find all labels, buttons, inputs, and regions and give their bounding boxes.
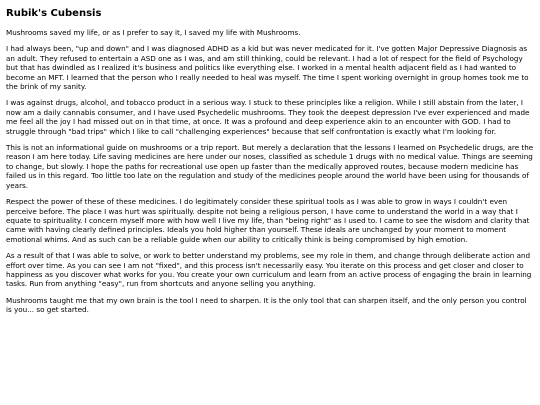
page-title: Rubik's Cubensis (6, 8, 102, 19)
paragraph-experience: I was against drugs, alcohol, and tobacco product in a serious way. I stuck to these principles like a religion. While I still abstain from the later, I now am a daily cannabis consumer, and I have used Psychedelic mushrooms. They took the deepest depression I've ever experienced and made me feel all the joy I had missed out on in that time, at once. It was a profound and deep experience akin to an encounter with GOD. I had to struggle through "bad trips" which I like to call "challenging experiences" because that self confrontation is exactly what I'm looking for. (6, 98, 530, 136)
paragraph-result: As a result of that I was able to solve, or work to better understand my problems, see my role in them, and change through deliberate action and effort over time. As you can see I am not "fixed", and this process isn't necessarily easy. You iterate on this process and get closer and closer to happiness as you discover what works for you. You create your own curriculum and learn from an active process of engaging the brain in learning tasks. Run from anything "easy", run from shortcuts and anyone selling you anything. (6, 251, 532, 289)
paragraph-background: I had always been, "up and down" and I was diagnosed ADHD as a kid but was never medicated for it. I've gotten Major Depressive Diagnosis as an adult. They refused to entertain a ASD one as I was, and am still thinking, could be relevant. I had a lot of respect for the field of Psychology but that has dwindled as I realized it's business and politics like everything else. I worked in a mental health adjacent field as I had wanted to become an MFT. I learned that the person who I really needed to heal was myself. The time I spent working overnight in group homes took me to the brink of my sanity. (6, 44, 529, 92)
paragraph-intro: Mushrooms saved my life, or as I prefer to say it, I saved my life with Mushrooms. (6, 28, 301, 37)
paragraph-conclusion: Mushrooms taught me that my own brain is the tool I need to sharpen. It is the only tool that can sharpen itself, and the only person you control is you... so get started. (6, 295, 527, 315)
paragraph-respect: Respect the power of these of these medicines. I do legitimately consider these spiritual tools as I was able to grow in ways I couldn't even perceive before. The place I was hurt was spiritually. despite not being a religious person, I have come to understand the world in a way that I equate to spirituality. I concern myself more with how well I live my life, than "being right" as I used to. I came to see the wisdom and clarity that came with having clearly defined principles. Ideals you hold higher than yourself. These ideals are unchanged by your moment to moment emotional whims. And as such can be a reliable guide when our ability to critically think is being compromised by high emotion. (6, 197, 530, 244)
paragraph-declaration: This is not an informational guide on mushrooms or a trip report. But merely a declaration that the lessons I learned on Psychedelic drugs, are the reason I am here today. Life saving medicines are here under our noses, classified as schedule 1 drugs with no medical value. Things are seeming to change, but slowly. I hope the paths for recreational use open up faster than the medically approved routes, because modern medicine has failed us in this regard. Too little too late on the regulation and study of the medicines people around the world have been using for thousands of years. (6, 143, 534, 190)
